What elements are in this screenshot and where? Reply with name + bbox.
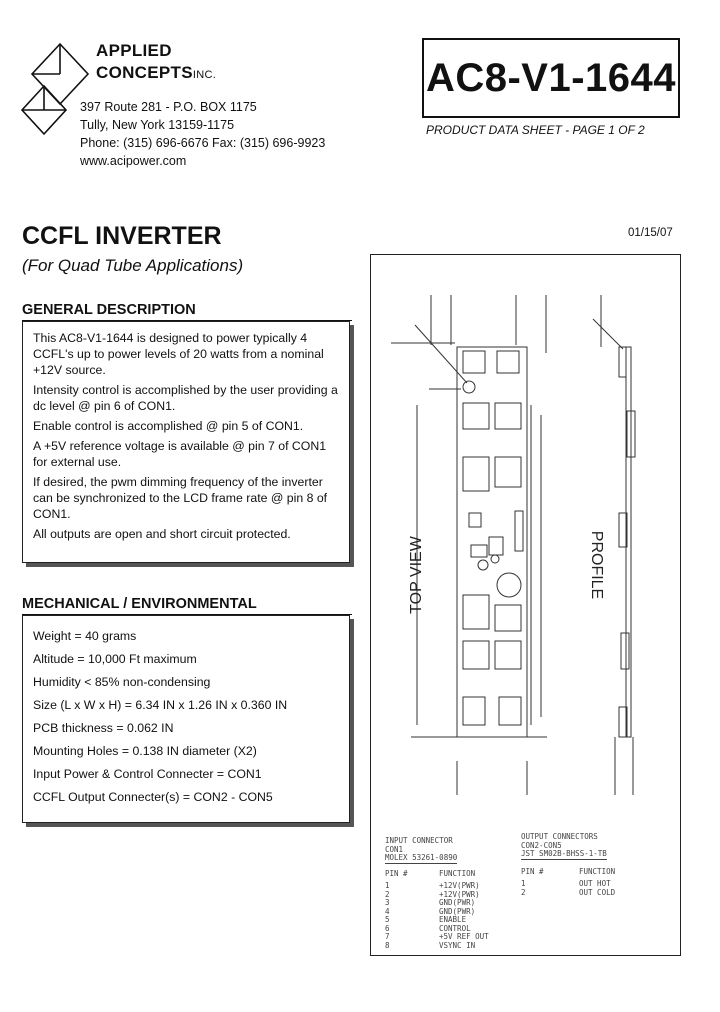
general-paragraph: Enable control is accomplished @ pin 5 of CON1. <box>33 419 304 433</box>
mechanical-drawing-frame <box>370 254 681 956</box>
page-subtitle: (For Quad Tube Applications) <box>22 256 244 275</box>
general-paragraph: Intensity control is accomplished by the user providing a dc level @ pin 6 of CON1. <box>33 383 338 413</box>
output-connector-table <box>521 833 671 897</box>
output-conn-part: JST SM02B-BHSS-1-TB <box>521 849 607 858</box>
address-line2: Tully, New York 13159-1175 <box>80 118 235 132</box>
output-conn-col-func: FUNCTION <box>579 866 616 876</box>
pin-number: 2 <box>385 889 390 899</box>
input-conn-col-pin: PIN # <box>385 868 408 878</box>
address-line1: 397 Route 281 - P.O. BOX 1175 <box>80 100 257 114</box>
pin-function: +12V(PWR) <box>439 889 480 899</box>
output-conn-title: OUTPUT CONNECTORS <box>521 832 598 841</box>
mech-item: CCFL Output Connecter(s) = CON2 - CON5 <box>33 790 273 804</box>
profile-label: PROFILE <box>588 530 605 600</box>
output-conn-header <box>521 868 671 877</box>
input-conn-title: INPUT CONNECTOR <box>385 836 453 845</box>
mech-item: Input Power & Control Connecter = CON1 <box>33 767 262 781</box>
input-connector-table <box>385 837 515 950</box>
mech-item: Mounting Holes = 0.138 IN diameter (X2) <box>33 744 257 758</box>
input-conn-part: MOLEX 53261-0890 <box>385 853 458 862</box>
page-note: PRODUCT DATA SHEET - PAGE 1 OF 2 <box>426 123 645 137</box>
input-conn-row <box>385 942 515 951</box>
pin-function: CONTROL <box>439 923 471 933</box>
general-description-box <box>22 321 350 563</box>
website-link[interactable]: www.acipower.com <box>80 154 187 168</box>
pin-number: 7 <box>385 932 390 941</box>
pin-function: OUT HOT <box>579 879 611 888</box>
pin-function: GND(PWR) <box>439 906 476 916</box>
pin-function: VSYNC IN <box>439 940 476 950</box>
mech-item: Humidity < 85% non-condensing <box>33 675 211 689</box>
pin-number: 2 <box>521 887 526 897</box>
pin-number: 1 <box>521 879 526 888</box>
company-suffix: INC. <box>192 69 217 81</box>
pin-function: OUT COLD <box>579 887 616 897</box>
pin-function: +5V REF OUT <box>439 932 489 941</box>
pin-number: 1 <box>385 881 390 890</box>
general-paragraph: If desired, the pwm dimming frequency of the inverter can be synchronized to the LCD frame rate @ pin 8 of CON1. <box>33 475 328 521</box>
output-conn-name: CON2-CON5 <box>521 840 562 850</box>
pin-number: 3 <box>385 898 390 907</box>
phone-fax: Phone: (315) 696-6676 Fax: (315) 696-9923 <box>80 136 326 150</box>
mechanical-box <box>22 615 350 823</box>
company-name-line2 <box>96 63 216 85</box>
company-name-main: CONCEPTS <box>96 63 193 82</box>
mechanical-heading: MECHANICAL / ENVIRONMENTAL <box>22 596 257 612</box>
general-paragraph: This AC8-V1-1644 is designed to power typically 4 CCFL's up to power levels of 20 watts from a nominal +12V source. <box>33 331 324 377</box>
pin-function: +12V(PWR) <box>439 881 480 890</box>
page-title: CCFL INVERTER <box>22 222 222 250</box>
pin-number: 4 <box>385 906 390 916</box>
input-conn-name: CON1 <box>385 844 404 854</box>
general-description-heading: GENERAL DESCRIPTION <box>22 302 196 318</box>
company-name-line1: APPLIED <box>96 41 172 60</box>
pin-function: GND(PWR) <box>439 898 476 907</box>
part-number-box <box>422 38 680 118</box>
mech-item: Altitude = 10,000 Ft maximum <box>33 652 197 666</box>
output-conn-col-pin: PIN # <box>521 866 544 876</box>
pin-function: ENABLE <box>439 915 467 924</box>
mech-item: PCB thickness = 0.062 IN <box>33 721 174 735</box>
general-paragraph: A +5V reference voltage is available @ pin 7 of CON1 for external use. <box>33 439 327 469</box>
output-conn-row <box>521 889 671 898</box>
pin-number: 5 <box>385 915 390 924</box>
top-view-label: TOP VIEW <box>408 536 425 614</box>
pin-number: 8 <box>385 940 390 950</box>
input-conn-col-func: FUNCTION <box>439 868 476 878</box>
document-date: 01/15/07 <box>628 227 673 239</box>
general-paragraph: All outputs are open and short circuit protected. <box>33 527 291 541</box>
input-conn-header <box>385 870 515 879</box>
part-number: AC8-V1-1644 <box>425 55 677 100</box>
mech-item: Weight = 40 grams <box>33 629 137 643</box>
pin-number: 6 <box>385 923 390 933</box>
mech-item: Size (L x W x H) = 6.34 IN x 1.26 IN x 0.360 IN <box>33 698 288 712</box>
